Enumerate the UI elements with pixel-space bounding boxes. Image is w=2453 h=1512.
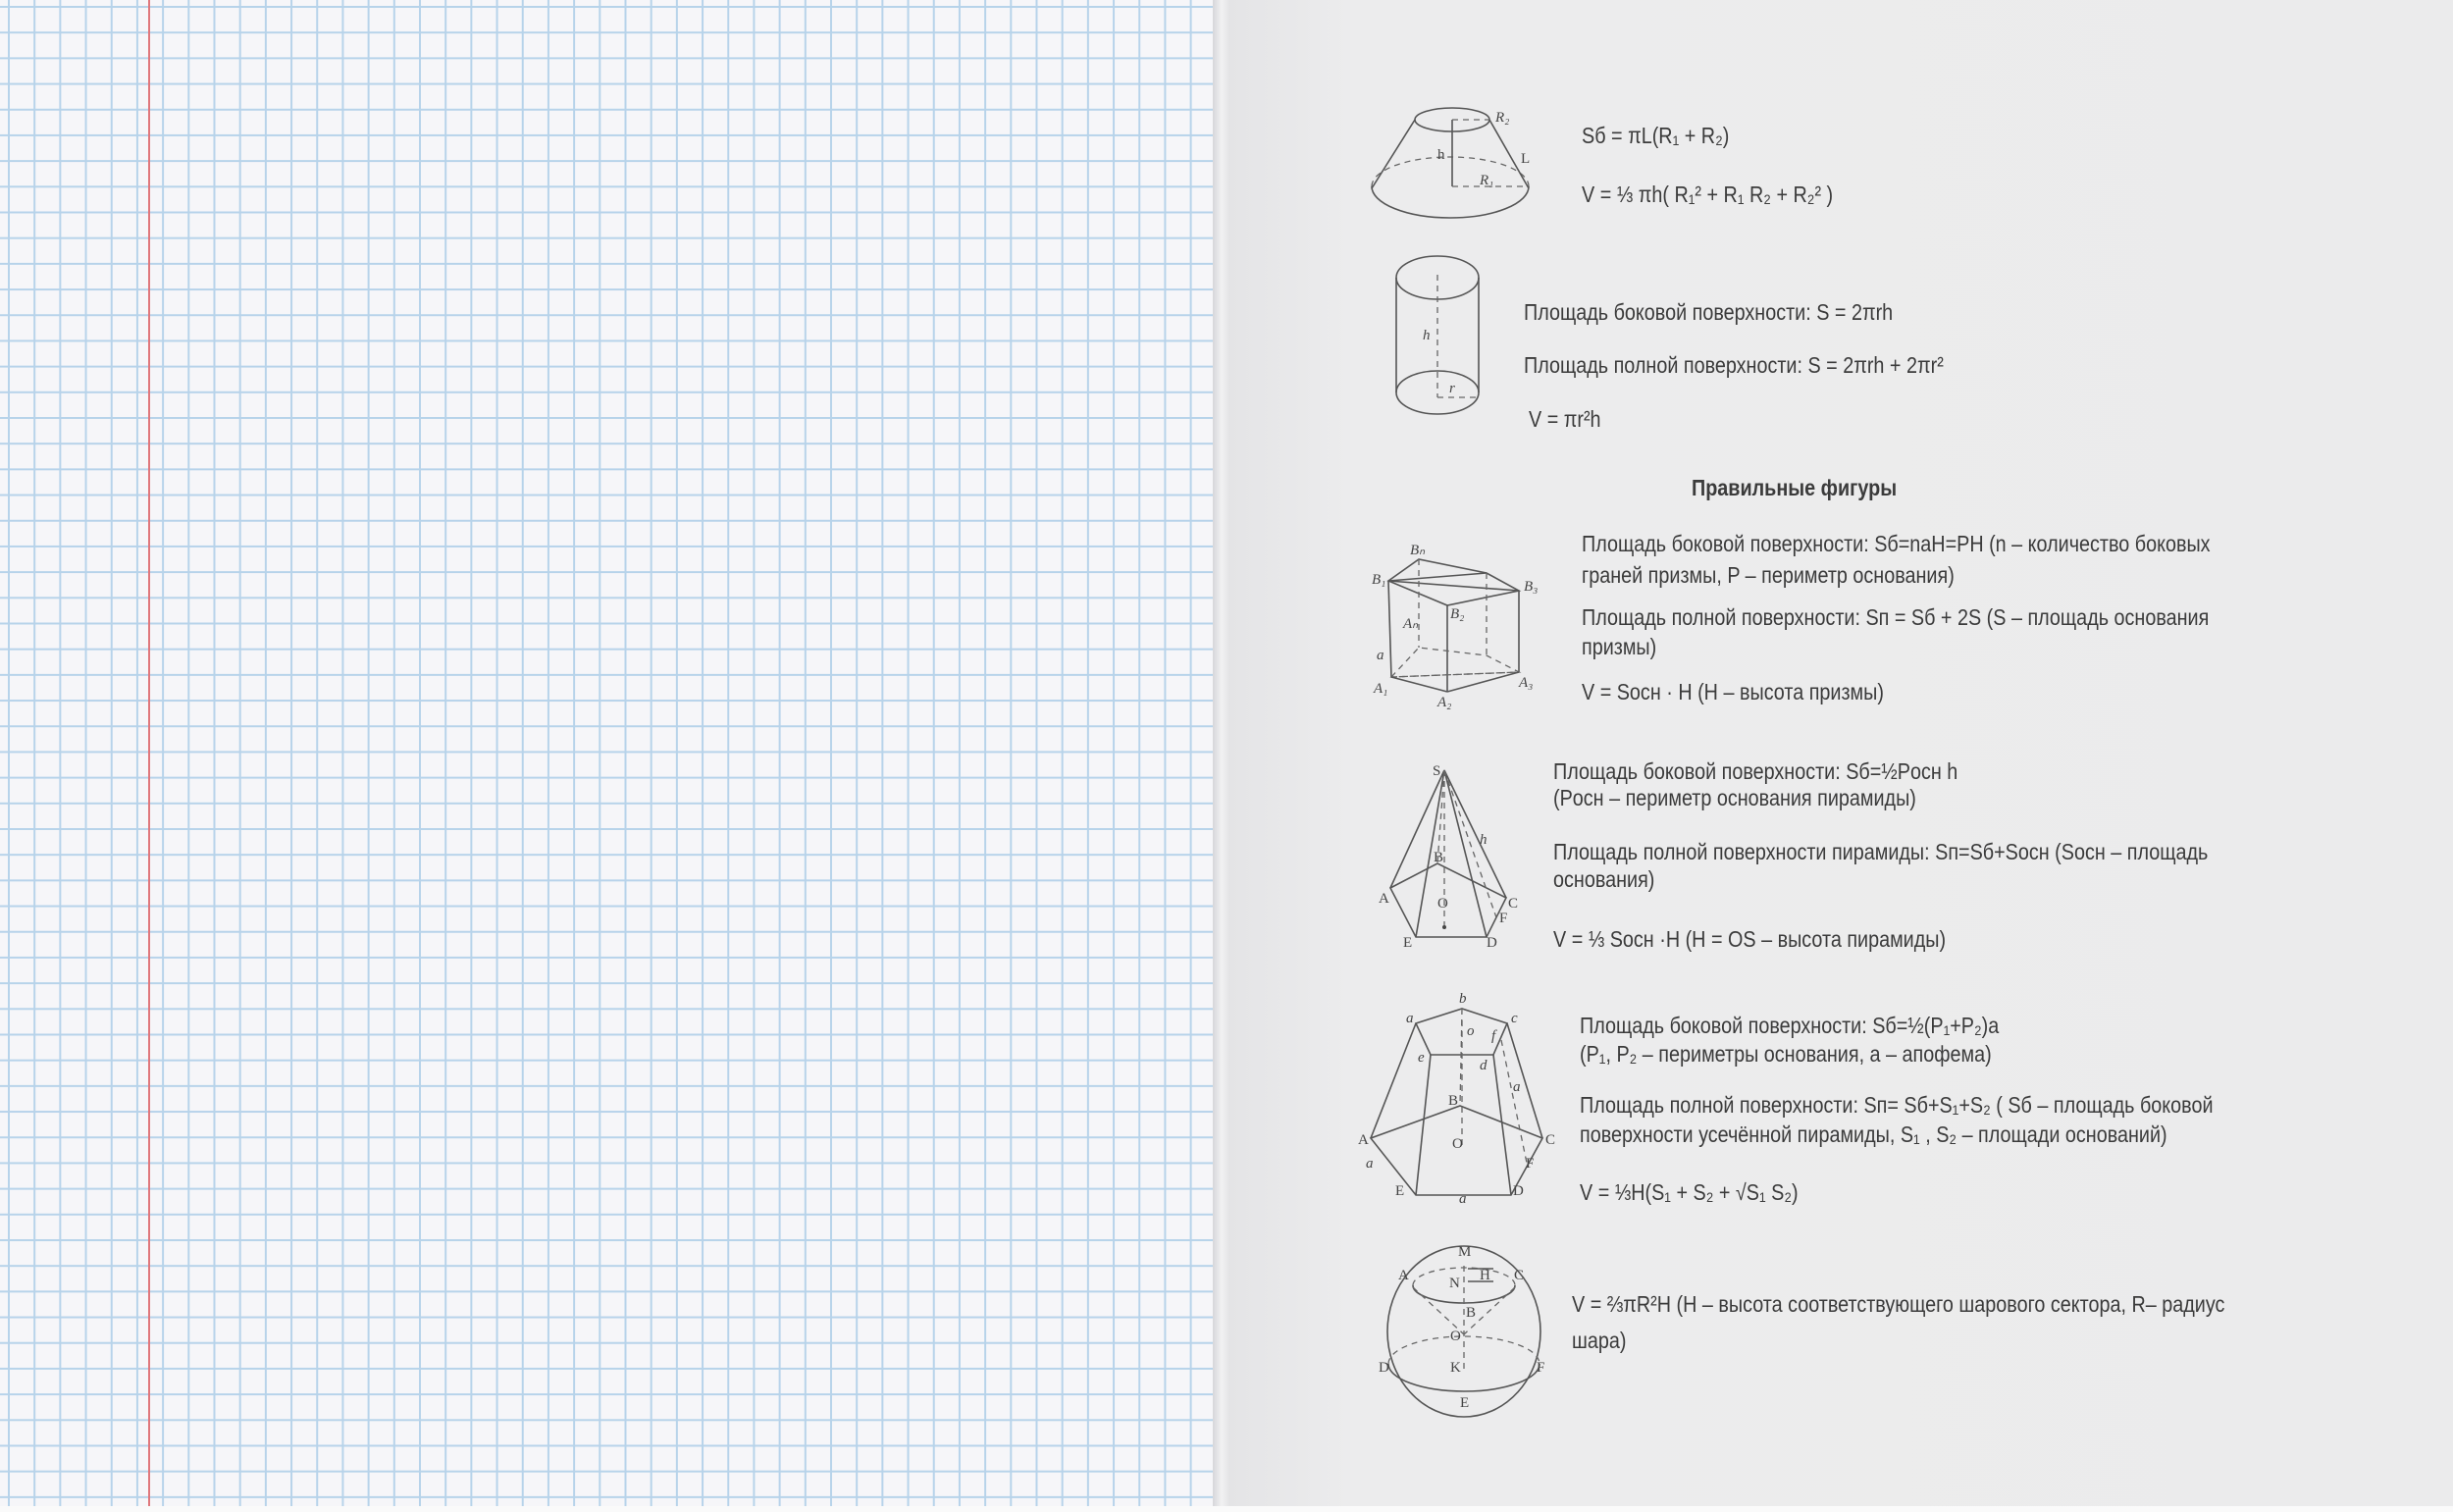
label-a: a <box>1377 648 1384 663</box>
label-D: D <box>1513 1183 1524 1199</box>
truncated-cone-figure <box>1372 108 1530 218</box>
prism-figure <box>1372 543 1538 710</box>
prism-line-2: граней призмы, P – периметр основания) <box>1582 562 1955 588</box>
label-O: O <box>1452 1136 1463 1152</box>
pyramid-line-1: Площадь боковой поверхности: Sб=½Pосн h <box>1553 758 1958 784</box>
label-n: N <box>1449 1276 1460 1291</box>
label-F: F <box>1526 1156 1535 1172</box>
frustum-line-2: (P₁, P₂ – периметры основания, a – апофема) <box>1580 1041 1992 1067</box>
prism-line-3: Площадь полной поверхности: Sп = Sб + 2S (S – площадь основания <box>1582 604 2210 630</box>
cone-lateral-area-formula: Sб = πL(R₁ + R₂) <box>1582 123 1730 148</box>
label-E: E <box>1395 1183 1405 1199</box>
label-c: C <box>1514 1268 1525 1283</box>
label-a: A <box>1398 1268 1409 1283</box>
label-e: E <box>1460 1395 1470 1411</box>
label-h: H <box>1480 1268 1490 1283</box>
label-f: F <box>1499 911 1508 926</box>
label-f: F <box>1537 1360 1545 1376</box>
label-e-top: e <box>1418 1050 1425 1066</box>
sphere-sector-line-1: V = ⅔πR²H (H – высота соответствующего шарового сектора, R– радиус <box>1572 1291 2225 1317</box>
label-r: r <box>1449 381 1455 396</box>
label-b: B <box>1434 850 1444 865</box>
label-h: h <box>1480 832 1487 848</box>
cylinder-total-area: Площадь полной поверхности: S = 2πrh + 2πr² <box>1524 352 1944 378</box>
label-s: S <box>1433 763 1441 779</box>
label-b: B <box>1466 1305 1477 1321</box>
label-d: D <box>1379 1360 1389 1376</box>
label-k: K <box>1450 1360 1461 1376</box>
sphere-sector-line-2: шара) <box>1572 1328 1627 1353</box>
pyramid-line-4: основания) <box>1553 866 1655 892</box>
prism-line-1: Площадь боковой поверхности: Sб=naH=PH (n – количество боковых <box>1582 531 2211 556</box>
label-c-top: c <box>1511 1011 1518 1026</box>
prism-volume: V = Sосн · H (H – высота призмы) <box>1582 679 1884 704</box>
pyramid-line-3: Площадь полной поверхности пирамиды: Sп=Sб+Sосн (Sосн – площадь <box>1553 839 2209 864</box>
truncated-pyramid-figure <box>1358 991 1555 1207</box>
label-b1: B₁ <box>1372 572 1386 588</box>
prism-line-4: призмы) <box>1582 634 1657 659</box>
label-r1: R₁ <box>1480 173 1494 188</box>
label-apothem: a <box>1513 1079 1521 1095</box>
cylinder-lateral-area: Площадь боковой поверхности: S = 2πrh <box>1524 299 1894 325</box>
pyramid-figure <box>1379 763 1518 951</box>
label-d-top: d <box>1480 1058 1487 1073</box>
label-e: E <box>1403 935 1413 951</box>
label-base-a: a <box>1459 1191 1467 1207</box>
cylinder-volume: V = πr²h <box>1529 406 1601 432</box>
section-title: Правильные фигуры <box>1692 475 1898 500</box>
label-an: Aₙ <box>1403 616 1419 632</box>
label-B: B <box>1448 1093 1459 1109</box>
frustum-line-1: Площадь боковой поверхности: Sб=½(P₁+P₂)a <box>1580 1013 2000 1038</box>
label-m: M <box>1458 1244 1472 1260</box>
label-r2: R₂ <box>1495 110 1510 126</box>
pyramid-volume: V = ⅓ Sосн ·H (H = OS – высота пирамиды) <box>1553 926 1947 952</box>
frustum-volume: V = ⅓H(S₁ + S₂ + √S₁ S₂) <box>1580 1179 1799 1205</box>
label-f-top: f <box>1491 1028 1496 1044</box>
label-side-a: a <box>1366 1156 1374 1172</box>
frustum-line-3: Площадь полной поверхности: Sп= Sб+S₁+S₂ ( Sб – площадь боковой <box>1580 1092 2214 1118</box>
label-b3: B₃ <box>1524 579 1539 595</box>
frustum-line-4: поверхности усечённой пирамиды, S₁ , S₂ – площади оснований) <box>1580 1121 2167 1147</box>
label-b2: B₂ <box>1450 606 1465 622</box>
label-a: A <box>1379 891 1389 907</box>
cylinder-figure <box>1396 256 1479 414</box>
label-h: h <box>1423 328 1431 343</box>
label-a-top: a <box>1406 1011 1414 1026</box>
label-a2: A₂ <box>1437 695 1452 710</box>
label-a1: A₁ <box>1374 681 1388 697</box>
pyramid-line-2: (Pосн – периметр основания пирамиды) <box>1553 785 1916 810</box>
label-A: A <box>1358 1132 1369 1148</box>
label-o: O <box>1450 1329 1461 1344</box>
label-l: L <box>1521 151 1531 167</box>
label-o: O <box>1437 896 1448 912</box>
label-h: h <box>1437 147 1445 163</box>
cone-volume-formula: V = ⅓ πh( R₁² + R₁ R₂ + R₂² ) <box>1582 182 1834 207</box>
label-o-top: o <box>1467 1023 1475 1039</box>
label-c: C <box>1508 896 1519 912</box>
label-b-top: b <box>1459 991 1467 1007</box>
label-bn: Bₙ <box>1410 543 1426 558</box>
label-C: C <box>1545 1132 1556 1148</box>
sphere-figure <box>1379 1244 1544 1417</box>
label-a3: A₃ <box>1519 675 1534 691</box>
label-d: D <box>1487 935 1497 951</box>
